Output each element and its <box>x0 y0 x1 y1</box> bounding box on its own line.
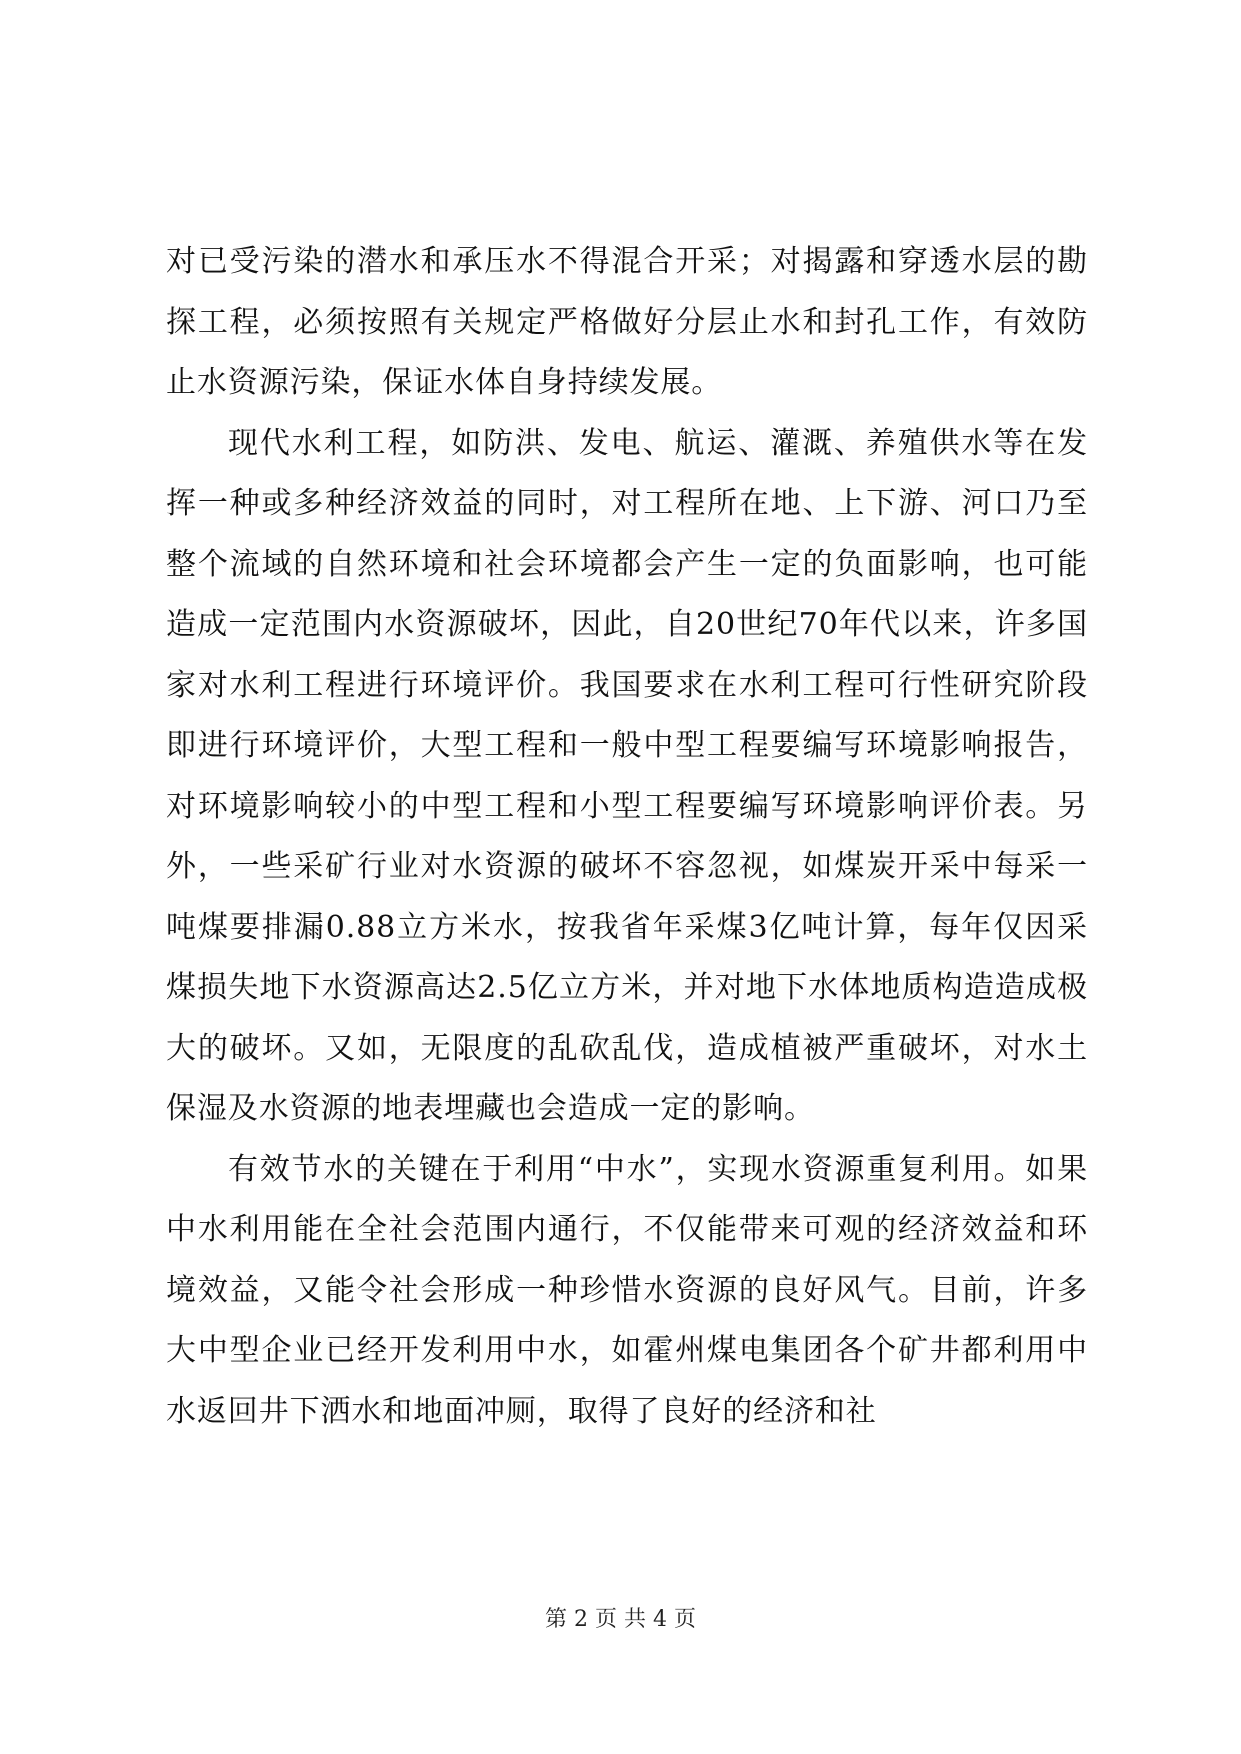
paragraph-water-engineering: 现代水利工程，如防洪、发电、航运、灌溉、养殖供水等在发挥一种或多种经济效益的同时，对工程所在地、上下游、河口乃至整个流域的自然环境和社会环境都会产生一定的负面影响，也可能造成一定范围内水资源破坏，因此，自20世纪70年代以来，许多国家对水利工程进行环境评价。我国要求在水利工程可行性研究阶段即进行环境评价，大型工程和一般中型工程要编写环境影响报告，对环境影响较小的中型工程和小型工程要编写环境影响评价表。另外，一些采矿行业对水资源的破坏不容忽视，如煤炭开采中每采一吨煤要排漏0.88立方米水，按我省年采煤3亿吨计算，每年仅因采煤损失地下水资源高达2.5亿立方米，并对地下水体地质构造造成极大的破坏。又如，无限度的乱砍乱伐，造成植被严重破坏，对水土保湿及水资源的地表埋藏也会造成一定的影响。 <box>166 425 1088 1126</box>
page-number-label: 第 2 页 共 4 页 <box>545 1607 696 1632</box>
paragraph-continuation: 对已受污染的潜水和承压水不得混合开采；对揭露和穿透水层的勘探工程，必须按照有关规定严格做好分层止水和封孔工作，有效防止水资源污染，保证水体自身持续发展。 <box>166 244 1088 400</box>
document-body <box>166 232 1088 1442</box>
page-footer <box>0 1605 1241 1635</box>
paragraph-reclaimed-water: 有效节水的关键在于利用“中水”，实现水资源重复利用。如果中水利用能在全社会范围内通行，不仅能带来可观的经济效益和环境效益，又能令社会形成一种珍惜水资源的良好风气。目前，许多大中型企业已经开发利用中水，如霍州煤电集团各个矿井都利用中水返回井下洒水和地面冲厕，取得了良好的经济和社 <box>166 1151 1088 1429</box>
